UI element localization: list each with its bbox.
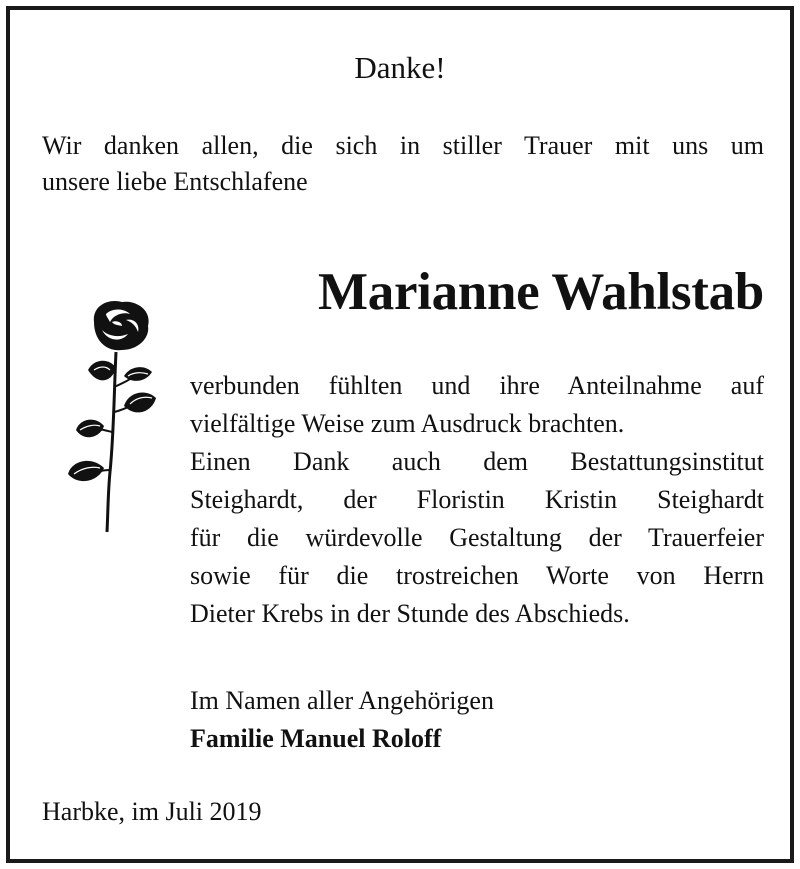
body-line-7: Dieter Krebs in der Stunde des Abschieds.	[190, 599, 630, 628]
intro-line-2: unsere liebe Entschlafene	[42, 167, 308, 196]
intro-text	[42, 128, 764, 200]
obituary-notice	[6, 6, 794, 863]
body-line-2: vielfältige Weise zum Ausdruck brachten.	[190, 409, 625, 438]
body-line-6: sowie für die trostreichen Worte von Herrn	[190, 561, 764, 590]
body-line-4: Steighardt, der Floristin Kristin Steighardt	[190, 485, 764, 514]
body-line-3: Einen Dank auch dem Bestattungsinstitut	[190, 447, 764, 476]
rose-icon	[64, 292, 164, 537]
signoff-family: Familie Manuel Roloff	[190, 724, 442, 753]
intro-line-1: Wir danken allen, die sich in stiller Trauer mit uns um	[42, 131, 764, 160]
place-date: Harbke, im Juli 2019	[42, 797, 262, 826]
body-text	[190, 367, 764, 633]
body-line-5: für die würdevolle Gestaltung der Trauerfeier	[190, 523, 764, 552]
signoff-greeting: Im Namen aller Angehörigen	[190, 686, 494, 715]
deceased-name: Marianne Wahlstab	[318, 263, 764, 321]
notice-heading: Danke!	[354, 50, 446, 85]
body-line-1: verbunden fühlten und ihre Anteilnahme auf	[190, 371, 764, 400]
signoff	[190, 682, 710, 758]
